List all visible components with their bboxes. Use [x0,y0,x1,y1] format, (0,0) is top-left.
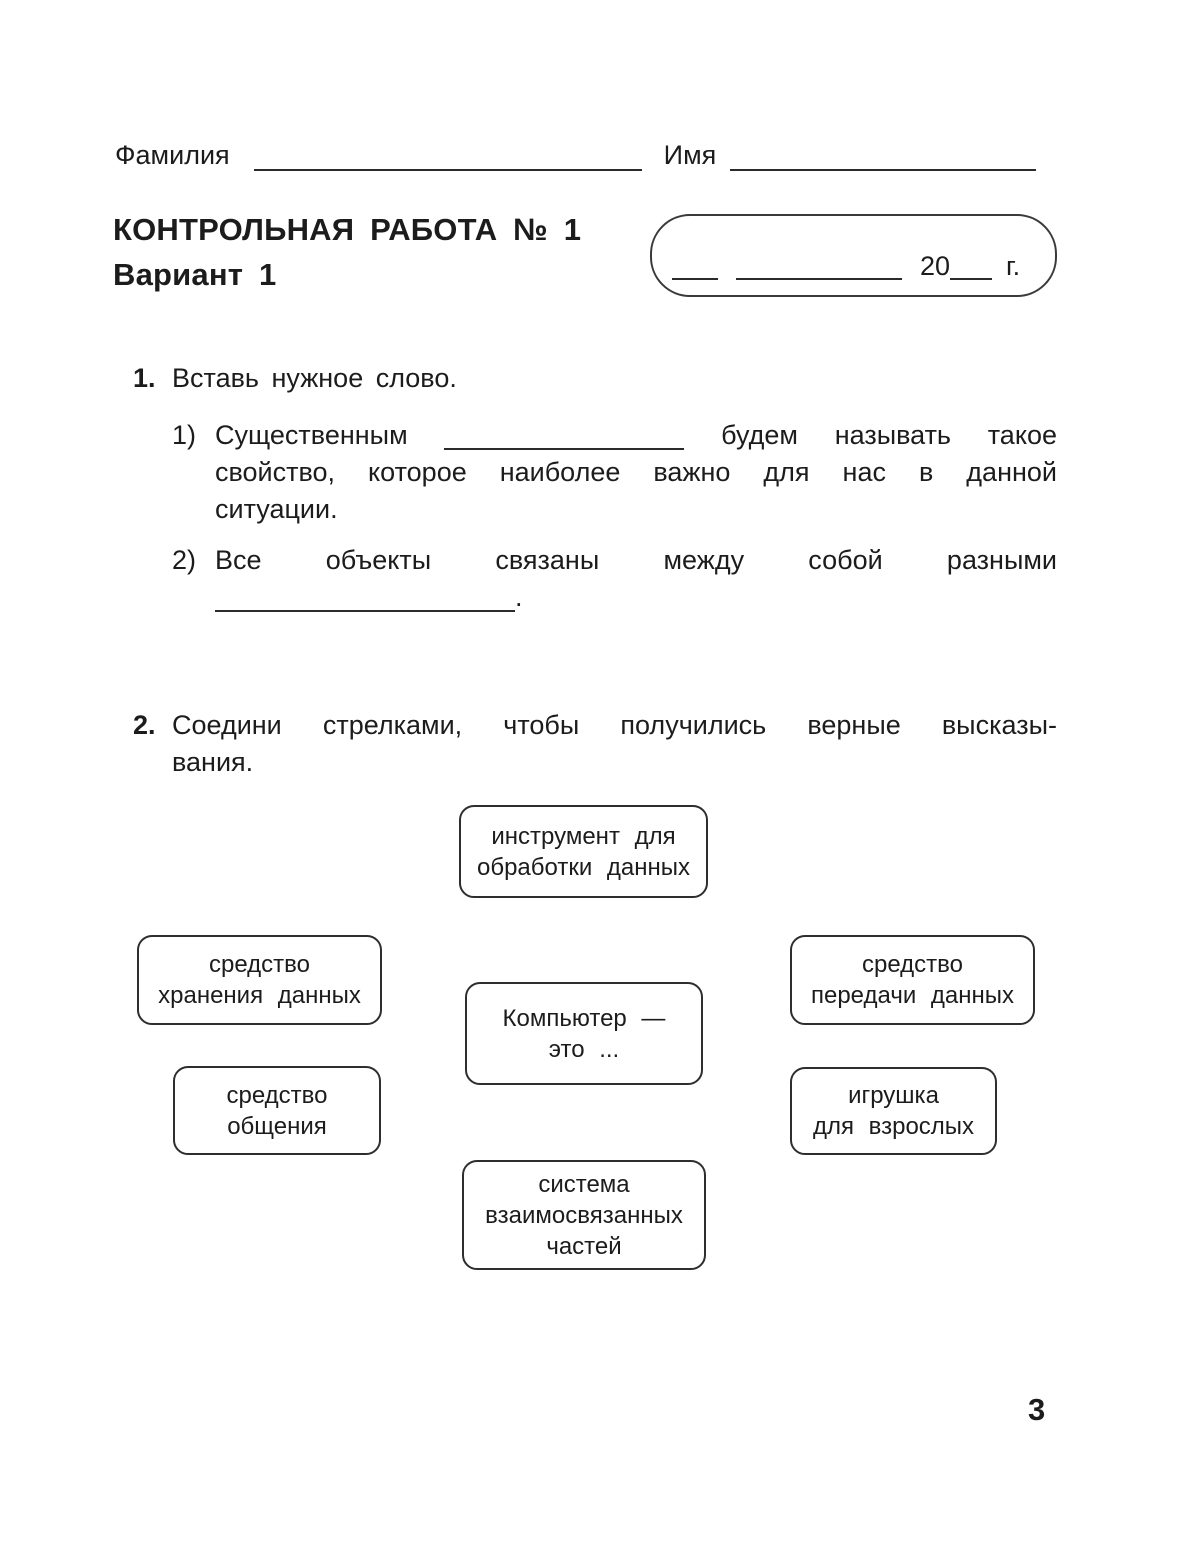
option-box-tool-line2: обработки данных [476,853,691,881]
task1-instruction: Вставь нужное слово. [172,363,457,393]
task1-item1 [172,417,1057,528]
task1-number: 1. [133,363,156,393]
task1-item1-text [215,417,1057,528]
option-box-transfer-line1: средство [862,951,963,978]
option-box-storage-line1: средство [209,951,310,978]
name-label: Имя [663,140,717,170]
option-box-storage [137,935,382,1025]
task1-item2-text [215,542,1057,616]
option-box-tool-line1: инструмент для [491,822,676,850]
task1-item2-line1: Все объекты связаны между собой разными [215,545,1057,575]
task2-number: 2. [133,710,156,740]
task1-item1-line1-after: будем называть такое [721,420,1057,450]
year-suffix: г. [1006,251,1021,281]
option-box-tool [459,805,708,898]
task1-item2-blank-line [215,586,515,612]
task1-item1-number: 1) [172,420,197,450]
task1-heading [133,360,457,397]
name-blank-line [730,169,1036,171]
subject-box-computer [465,982,703,1085]
option-box-toy-line1: игрушка [848,1082,939,1109]
date-year-blank-line [950,278,992,280]
option-box-communication-line1: средство [226,1081,328,1109]
date-box [650,214,1057,297]
option-box-system-line3: частей [546,1232,622,1260]
title-block [113,207,581,297]
subject-box-line2: это ... [548,1035,620,1063]
date-month-blank-line [736,278,902,280]
task1-item2 [172,542,1057,616]
task2-instruction [172,707,1057,781]
option-box-system-line2: взаимосвязанных [485,1201,683,1229]
date-day-blank-line [672,278,718,280]
option-box-communication-line2: общения [227,1112,327,1140]
option-box-system-line1: система [538,1170,630,1198]
name-fields-row [115,140,1050,171]
work-title: КОНТРОЛЬНАЯ РАБОТА № 1 [113,212,582,247]
task1-item1-line2: свойство, которое наиболее важно для нас в данной [215,457,1057,487]
task1-item1-line3: ситуации. [215,494,338,524]
option-box-toy-line2: для взрослых [812,1113,975,1140]
task1-item1-blank-line [444,424,684,450]
task1-item1-line1-before: Существенным [215,420,408,450]
task1-item2-number: 2) [172,545,197,575]
variant-title: Вариант 1 [113,257,277,292]
task1-item1-line1 [215,417,1057,454]
option-box-storage-line2: хранения данных [158,982,361,1009]
option-box-transfer [790,935,1035,1025]
option-box-communication [173,1066,381,1155]
task2-instruction-line1: Соедини стрелками, чтобы получились верные высказы- [172,710,1057,740]
option-box-toy [790,1067,997,1155]
task2-instruction-line2: вания. [172,747,254,777]
task2-heading [133,707,1057,781]
subject-box-line1: Компьютер — [502,1004,666,1032]
option-box-transfer-line2: передачи данных [810,982,1015,1009]
task1-item2-period: . [515,582,523,612]
page-number: 3 [1028,1392,1046,1427]
year-prefix: 20 [920,251,951,281]
option-box-system [462,1160,706,1270]
surname-blank-line [254,169,642,171]
task1-item2-line2 [215,579,1057,616]
surname-label: Фамилия [115,140,230,170]
